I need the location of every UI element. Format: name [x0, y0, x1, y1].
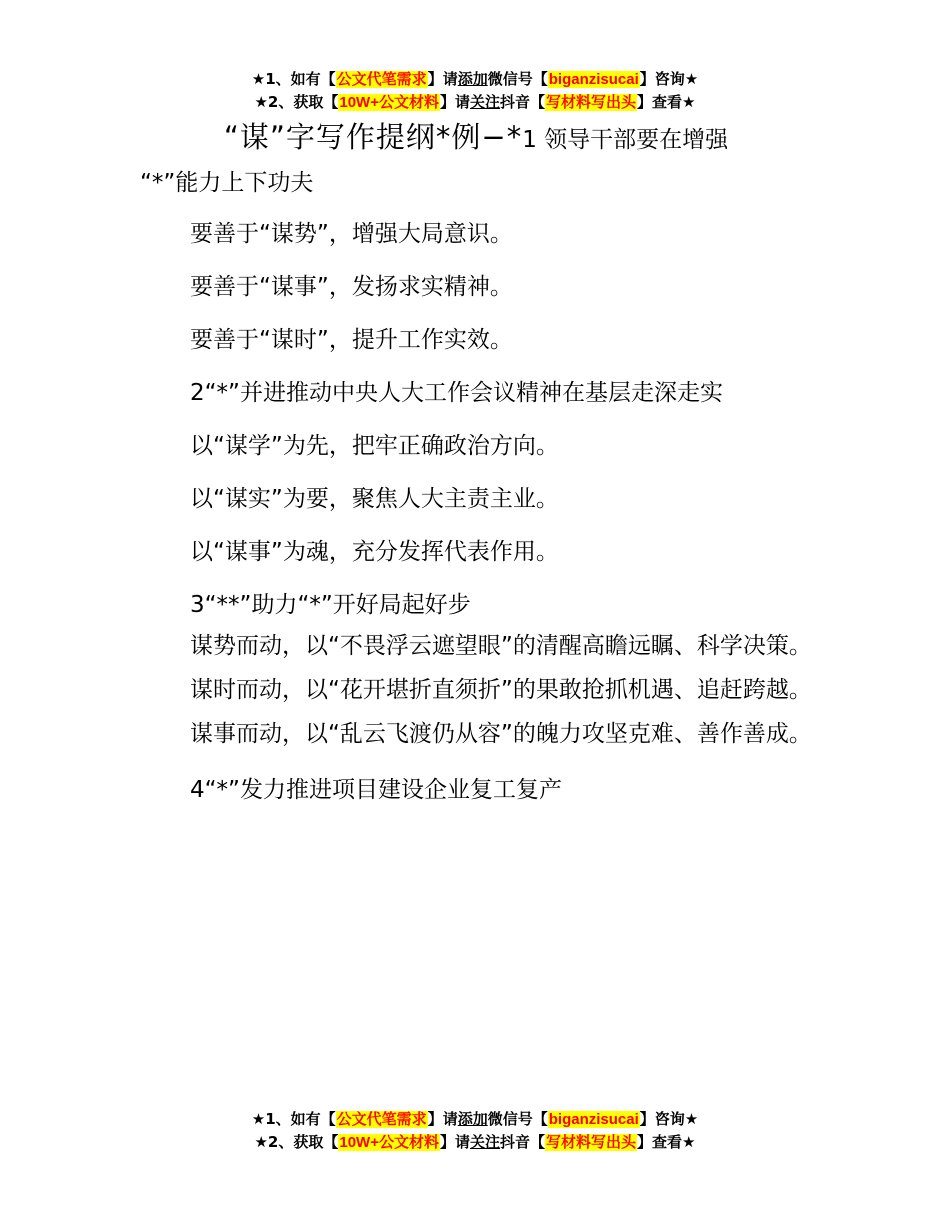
banner-wechat-id: biganzisucai	[548, 1111, 639, 1128]
banner-douyin-id: 写材料写出头	[546, 94, 637, 111]
banner-text: ★1、如有【	[251, 1110, 336, 1128]
section-heading-3: 3“**”助力“*”开好局起好步	[190, 592, 471, 618]
paragraph: 要善于“谋势”，增强大局意识。	[190, 221, 513, 247]
banner-highlight: 10W+公文材料	[339, 94, 439, 111]
banner-text: 抖音【	[500, 1133, 546, 1151]
banner-line-2	[0, 1131, 950, 1154]
title-main: “谋”字写作提纲*例−*	[223, 120, 523, 154]
document-body	[140, 118, 812, 809]
paragraph: 以“谋学”为先，把牢正确政治方向。	[190, 433, 559, 459]
banner-text: 微信号【	[487, 70, 548, 88]
banner-text: 】查看★	[637, 93, 696, 111]
banner-highlight: 10W+公文材料	[339, 1134, 439, 1151]
banner-line-2	[0, 91, 950, 114]
banner-text: 微信号【	[487, 1110, 548, 1128]
banner-text: 】请	[439, 93, 470, 111]
paragraph: 谋事而动，以“乱云飞渡仍从容”的魄力攻坚克难、善作善成。	[190, 721, 812, 747]
banner-text: 】请	[427, 70, 458, 88]
title-continuation: “*”能力上下功夫	[140, 170, 314, 196]
banner-highlight: 公文代笔需求	[336, 1111, 427, 1128]
section-heading-4: 4“*”发力推进项目建设企业复工复产	[190, 777, 562, 803]
paragraph: 谋势而动，以“不畏浮云遮望眼”的清醒高瞻远瞩、科学决策。	[190, 633, 812, 659]
banner-text: ★2、获取【	[254, 1133, 339, 1151]
banner-underline: 添加	[457, 1110, 488, 1128]
banner-wechat-id: biganzisucai	[548, 71, 639, 88]
paragraph: 谋时而动，以“花开堪折直须折”的果敢抢抓机遇、追赶跨越。	[190, 677, 812, 703]
banner-text: 】请	[427, 1110, 458, 1128]
paragraph: 以“谋事”为魂，充分发挥代表作用。	[190, 539, 559, 565]
paragraph: 以“谋实”为要，聚焦人大主责主业。	[190, 486, 559, 512]
banner-text: 抖音【	[500, 93, 546, 111]
banner-highlight: 公文代笔需求	[336, 71, 427, 88]
banner-text: 】请	[439, 1133, 470, 1151]
banner-underline: 添加	[457, 70, 488, 88]
banner-douyin-id: 写材料写出头	[546, 1134, 637, 1151]
banner-text: 】咨询★	[639, 1110, 699, 1128]
paragraph: 要善于“谋事”，发扬求实精神。	[190, 274, 513, 300]
paragraph: 要善于“谋时”，提升工作实效。	[190, 327, 513, 353]
banner-underline: 关注	[470, 93, 501, 111]
banner-underline: 关注	[470, 1133, 501, 1151]
banner-text: ★2、获取【	[254, 93, 339, 111]
section-heading-2: 2“*”并进推动中央人大工作会议精神在基层走深走实	[190, 380, 723, 406]
banner-line-1	[0, 1108, 950, 1131]
title-heading-1: 1 领导干部要在增强	[522, 127, 729, 153]
document-title	[140, 118, 812, 159]
banner-line-1	[0, 68, 950, 91]
banner-text: 】咨询★	[639, 70, 699, 88]
banner-text: ★1、如有【	[251, 70, 336, 88]
header-banner	[0, 68, 950, 114]
banner-text: 】查看★	[637, 1133, 696, 1151]
footer-banner	[0, 1108, 950, 1154]
